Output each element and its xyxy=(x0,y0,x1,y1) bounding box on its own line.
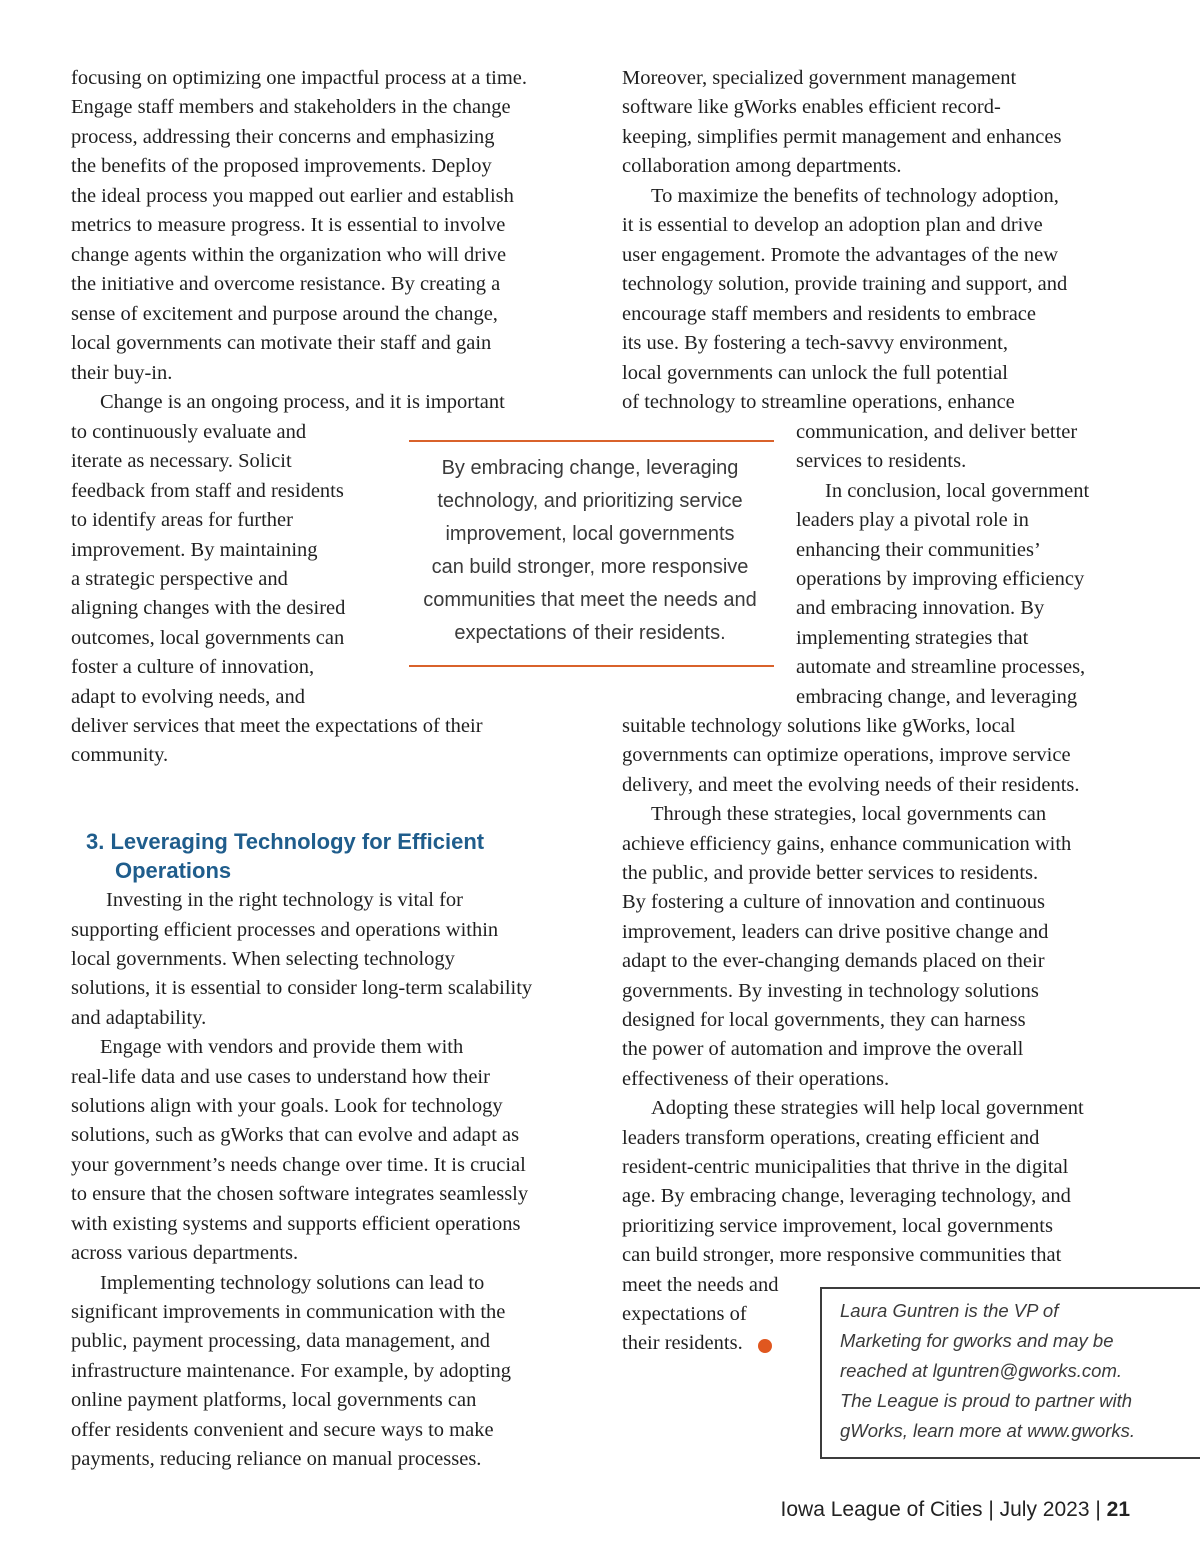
section-heading: 3. Leveraging Technology for Efficient xyxy=(86,829,485,854)
right-body-line: In conclusion, local government xyxy=(825,480,1090,502)
pull-quote-line: By embracing change, leveraging xyxy=(441,457,739,479)
right-body-line: and embracing innovation. By xyxy=(796,597,1045,619)
right-body-line: their residents. xyxy=(622,1332,743,1354)
left-section-line: your government’s needs change over time. It is crucial xyxy=(71,1154,526,1176)
page-footer xyxy=(700,1496,1130,1524)
author-bio-line: Laura Guntren is the VP of xyxy=(840,1300,1059,1321)
left-body-line: improvement. By maintaining xyxy=(71,539,318,561)
right-body-line: the public, and provide better services to residents. xyxy=(622,862,1039,884)
left-body-line: their buy-in. xyxy=(71,362,173,384)
right-body-line: Moreover, specialized government management xyxy=(622,67,1017,89)
right-body-line: Adopting these strategies will help local government xyxy=(651,1097,1084,1119)
left-body-line: Change is an ongoing process, and it is important xyxy=(100,391,505,413)
author-bio-line: reached at lguntren@gworks.com. xyxy=(840,1360,1123,1381)
left-body-line: the initiative and overcome resistance. By creating a xyxy=(71,273,501,295)
left-body-line: deliver services that meet the expectations of their xyxy=(71,715,483,737)
right-body-line: the power of automation and improve the overall xyxy=(622,1038,1024,1060)
right-body-line: operations by improving efficiency xyxy=(796,568,1085,590)
right-body-line: collaboration among departments. xyxy=(622,155,902,177)
left-body-line: adapt to evolving needs, and xyxy=(71,686,305,708)
right-body-line: adapt to the ever-changing demands placed on their xyxy=(622,950,1045,972)
right-body-line: keeping, simplifies permit management and enhances xyxy=(622,126,1062,148)
right-body-line: software like gWorks enables efficient record- xyxy=(622,96,1001,118)
right-body-line: implementing strategies that xyxy=(796,627,1029,649)
pull-quote-line: expectations of their residents. xyxy=(454,622,726,644)
left-section-line: with existing systems and supports efficient operations xyxy=(71,1213,521,1235)
right-body-line: To maximize the benefits of technology adoption, xyxy=(651,185,1059,207)
left-body-line: to continuously evaluate and xyxy=(71,421,307,443)
right-body-line: By fostering a culture of innovation and continuous xyxy=(622,891,1046,913)
right-body-line: Through these strategies, local governments can xyxy=(651,803,1047,825)
right-body-line: technology solution, provide training and support, and xyxy=(622,273,1068,295)
left-body-line: aligning changes with the desired xyxy=(71,597,346,619)
left-body-line: focusing on optimizing one impactful process at a time. xyxy=(71,67,528,89)
pull-quote-line: technology, and prioritizing service xyxy=(437,490,743,512)
left-body-line: change agents within the organization who will drive xyxy=(71,244,507,266)
left-section-line: solutions, such as gWorks that can evolve and adapt as xyxy=(71,1124,520,1146)
right-body-line: automate and streamline processes, xyxy=(796,656,1086,678)
left-body-line: feedback from staff and residents xyxy=(71,480,344,502)
left-section-line: Implementing technology solutions can lead to xyxy=(100,1272,485,1294)
end-of-article-dot xyxy=(758,1339,772,1353)
pull-quote-line: can build stronger, more responsive xyxy=(431,556,749,578)
right-body-line: resident-centric municipalities that thrive in the digital xyxy=(622,1156,1069,1178)
right-body-line: designed for local governments, they can harness xyxy=(622,1009,1026,1031)
right-body-line: of technology to streamline operations, enhance xyxy=(622,391,1015,413)
pull-quote-line: improvement, local governments xyxy=(445,523,735,545)
left-body-line: local governments can motivate their staff and gain xyxy=(71,332,492,354)
section-heading-continued: Operations xyxy=(115,858,232,883)
left-section-line: to ensure that the chosen software integrates seamlessly xyxy=(71,1183,529,1205)
right-body-line: leaders play a pivotal role in xyxy=(796,509,1029,531)
left-section-line: Investing in the right technology is vital for xyxy=(106,889,463,911)
footer-publication: Iowa League of Cities | July 2023 | xyxy=(780,1498,1107,1521)
left-body-line: community. xyxy=(71,744,169,766)
right-body-line: governments. By investing in technology solutions xyxy=(622,980,1039,1002)
right-body-line: age. By embracing change, leveraging technology, and xyxy=(622,1185,1071,1207)
right-body-line: expectations of xyxy=(622,1303,747,1325)
author-bio-line: Marketing for gworks and may be xyxy=(840,1330,1114,1351)
left-section-line: solutions align with your goals. Look for technology xyxy=(71,1095,503,1117)
pull-quote-line: communities that meet the needs and xyxy=(423,589,757,611)
right-body-line: achieve efficiency gains, enhance communication with xyxy=(622,833,1072,855)
page-number: 21 xyxy=(1106,1498,1130,1521)
left-section-line: local governments. When selecting technology xyxy=(71,948,455,970)
right-body-line: governments can optimize operations, improve service xyxy=(622,744,1071,766)
left-section-line: public, payment processing, data management, and xyxy=(71,1330,490,1352)
right-body-line: user engagement. Promote the advantages of the new xyxy=(622,244,1059,266)
pull-quote-bottom-rule xyxy=(409,665,774,667)
left-section-line: solutions, it is essential to consider long-term scalability xyxy=(71,977,533,999)
left-section-line: payments, reducing reliance on manual processes. xyxy=(71,1448,482,1470)
author-bio-line: The League is proud to partner with xyxy=(840,1390,1133,1411)
left-section-line: infrastructure maintenance. For example, by adopting xyxy=(71,1360,512,1382)
left-section-line: supporting efficient processes and operations within xyxy=(71,919,499,941)
right-body-line: improvement, leaders can drive positive change and xyxy=(622,921,1049,943)
right-body-line: local governments can unlock the full potential xyxy=(622,362,1008,384)
right-body-line: enhancing their communities’ xyxy=(796,539,1041,561)
right-body-line: delivery, and meet the evolving needs of their residents. xyxy=(622,774,1080,796)
right-body-line: services to residents. xyxy=(796,450,967,472)
left-body-line: metrics to measure progress. It is essential to involve xyxy=(71,214,506,236)
right-body-line: prioritizing service improvement, local governments xyxy=(622,1215,1053,1237)
left-section-line: and adaptability. xyxy=(71,1007,207,1029)
left-section-line: offer residents convenient and secure ways to make xyxy=(71,1419,494,1441)
right-body-line: it is essential to develop an adoption plan and drive xyxy=(622,214,1043,236)
right-body-line: can build stronger, more responsive communities that xyxy=(622,1244,1062,1266)
pull-quote-top-rule xyxy=(409,440,774,442)
left-body-line: sense of excitement and purpose around the change, xyxy=(71,303,498,325)
left-section-line: Engage with vendors and provide them with xyxy=(100,1036,464,1058)
left-section-line: across various departments. xyxy=(71,1242,299,1264)
left-body-line: outcomes, local governments can xyxy=(71,627,345,649)
left-body-line: the ideal process you mapped out earlier and establish xyxy=(71,185,514,207)
left-body-line: process, addressing their concerns and emphasizing xyxy=(71,126,495,148)
left-section-line: significant improvements in communication with the xyxy=(71,1301,506,1323)
author-bio-line: gWorks, learn more at www.gworks. xyxy=(840,1420,1136,1441)
right-body-line: meet the needs and xyxy=(622,1274,779,1296)
right-body-line: communication, and deliver better xyxy=(796,421,1078,443)
right-body-line: embracing change, and leveraging xyxy=(796,686,1078,708)
left-body-line: iterate as necessary. Solicit xyxy=(71,450,292,472)
left-body-line: to identify areas for further xyxy=(71,509,293,531)
right-body-line: effectiveness of their operations. xyxy=(622,1068,890,1090)
left-body-line: the benefits of the proposed improvements. Deploy xyxy=(71,155,492,177)
right-body-line: its use. By fostering a tech-savvy environment, xyxy=(622,332,1008,354)
right-body-line: suitable technology solutions like gWorks, local xyxy=(622,715,1016,737)
left-section-line: real-life data and use cases to understand how their xyxy=(71,1066,490,1088)
left-body-line: a strategic perspective and xyxy=(71,568,288,590)
right-body-line: encourage staff members and residents to embrace xyxy=(622,303,1037,325)
left-section-line: online payment platforms, local governments can xyxy=(71,1389,477,1411)
left-body-line: Engage staff members and stakeholders in the change xyxy=(71,96,511,118)
left-body-line: foster a culture of innovation, xyxy=(71,656,315,678)
right-body-line: leaders transform operations, creating efficient and xyxy=(622,1127,1040,1149)
